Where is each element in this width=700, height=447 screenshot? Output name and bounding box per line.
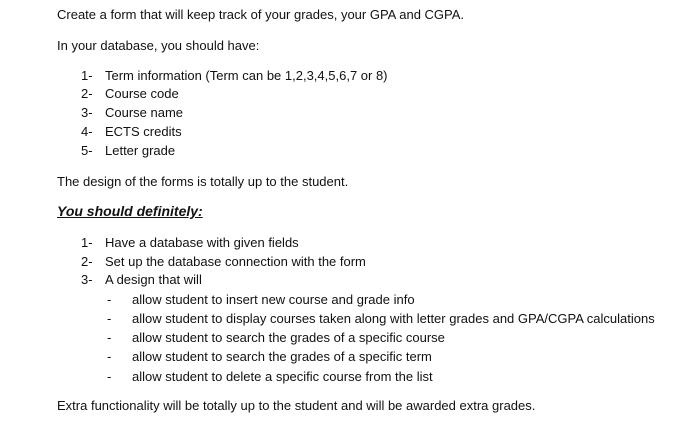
bullet-dash: - [107,369,112,384]
list-item-number: 2- [81,86,93,101]
list-item-number: 3- [81,105,93,120]
extra-functionality-text: Extra functionality will be totally up to the student and will be awarded extra grades. [57,398,536,413]
list-item-number: 3- [81,272,93,287]
list-item-text: Course code [105,86,179,101]
bullet-dash: - [107,330,112,345]
list-item-text: Have a database with given fields [105,235,299,250]
bullet-dash: - [107,349,112,364]
bullet-dash: - [107,292,112,307]
list-item-number: 1- [81,235,93,250]
list-item-text: ECTS credits [105,124,182,139]
list-item-number: 5- [81,143,93,158]
list-item-text: allow student to insert new course and grade info [132,292,415,307]
list-item-text: allow student to delete a specific course from the list [132,369,433,384]
database-intro-text: In your database, you should have: [57,38,260,53]
list-item-text: allow student to search the grades of a specific term [132,349,432,364]
list-item-text: allow student to display courses taken along with letter grades and GPA/CGPA calculations [132,311,655,326]
list-item-text: A design that will [105,272,202,287]
list-item-text: Letter grade [105,143,176,158]
list-item-number: 2- [81,254,93,269]
definitely-heading: You should definitely: [57,203,203,219]
list-item-number: 1- [81,68,93,83]
design-note-text: The design of the forms is totally up to the student. [57,174,349,189]
list-item-text: allow student to search the grades of a specific course [132,330,445,345]
intro-text: Create a form that will keep track of your grades, your GPA and CGPA. [57,7,465,22]
list-item-text: Course name [105,105,184,120]
list-item-text: Term information (Term can be 1,2,3,4,5,6,7 or 8) [105,68,388,83]
list-item-text: Set up the database connection with the form [105,254,366,269]
list-item-number: 4- [81,124,93,139]
bullet-dash: - [107,311,112,326]
